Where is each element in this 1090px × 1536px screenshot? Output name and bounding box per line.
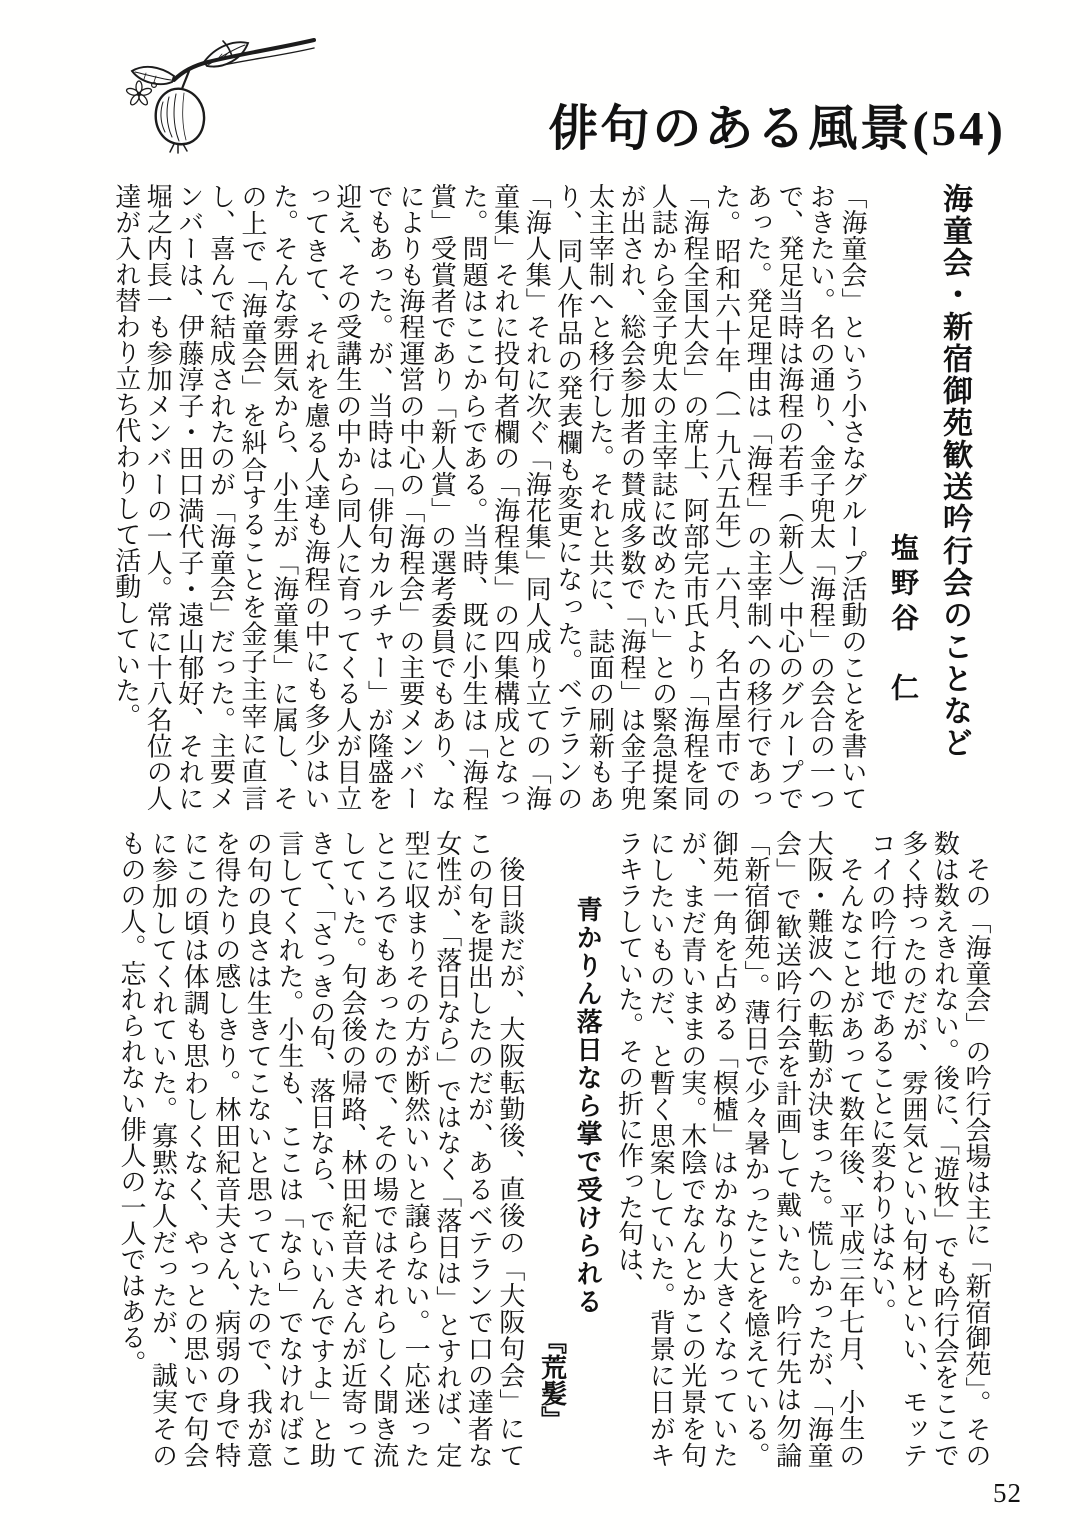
lead-body-text <box>110 183 868 811</box>
page-number: 52 <box>993 1478 1022 1508</box>
haiku-source: 『荒髪』 <box>537 1328 568 1432</box>
paragraph: そんなことがあって数年後、平成三年七月、小生の大阪・難波への転勤が決まった。慌しかったが、「海童会」で歓送吟行会を計画して戴いた。吟行先は勿論「新宿御苑」。薄日で少々暑かったことを憶えている。御苑一角を占める「榠樝」はかなり大きくなっていたが、まだ青いままの実。木陰でなんとかこの光景を句にしたいものだ、と暫く思案していた。背景に日がキラキラしていた。その折に作った句は、 <box>614 830 865 1468</box>
paragraph: 「海童会」という小さなグループ活動のことを書いておきたい。名の通り、金子兜太「海程」の会合の一つで、発足当時は海程の若手（新人）中心のグループであった。発足理由は「海程」の主宰制への移行であった。昭和六十年（一九八五年）六月、名古屋市での「海程全国大会」の席上、阿部完市氏より「海程を同人誌から金子兜太の主宰誌に改めたい」との緊急提案が出され、総会参加者の賛成多数で「海程」は金子兜太主宰制へと移行した。それと共に、誌面の刷新もあり、同人作品の発表欄も変更になった。ベテランの「海人集」それに次ぐ「海花集」同人成り立ての「海童集」それに投句者欄の「海程集」の四集構成となった。問題はここからである。当時、既に小生は「海程賞」受賞者であり「新人賞」の選考委員でもあり、なによりも海程運営の中心の「海程会」の主要メンバーでもあった。が、当時は「俳句カルチャー」が隆盛を迎え、その受講生の中から同人に育ってくる人が目立ってきて、それを慮る人達も海程の中にも多少はいた。そんな雰囲気から、小生が「海童集」に属し、その上で「海童会」を糾合することを金子主宰に直言し、喜んで結成されたのが「海童会」だった。主要メンバーは、伊藤淳子・田口満代子・遠山郁好、それに堀之内長一も参加メンバーの一人。常に十八名位の人達が入れ替わり立ち代わりして活動していた。 <box>111 183 867 812</box>
lower-text-block <box>87 830 992 1468</box>
quince-branch-illustration <box>112 28 317 188</box>
paragraph: 後日談だが、大阪転勤後、直後の「大阪句会」にてこの句を提出したのだが、あるベテランで口の達者な女性が、「落日なら」ではなく「落日は」とすれば、定型に収まりその方が断然いいと譲らない。一応迷ったところでもあったので、その場ではそれらしく聞き流していた。句会後の帰路、林田紀音夫さんが近寄ってきて、「さっきの句、落日なら、でいいんですよ」と助言してくれた。小生も、ここは「なら」でなければこの句の良さは生きてこないと思っていたので、我が意を得たりの感しきり。林田紀音夫さん、病弱の身で特にこの頃は体調も思わしくなく、やっとの思いで句会に参加してくれていた。寡黙な人だったが、誠実そのものの人。忘れられない俳人の一人ではある。 <box>116 830 525 1468</box>
upper-text-block <box>90 183 990 811</box>
author-name: 塩野谷 仁 <box>887 533 918 708</box>
article-title: 海童会・新宿御苑歓送吟行会のことなど <box>938 183 971 759</box>
series-title: 俳句のある風景(54) <box>548 101 1006 156</box>
paragraph: その「海童会」の吟行会場は主に「新宿御苑」。その数は数えきれない。後に、「遊牧」でも吟行会をここで多く持ったのだが、雰囲気といい句材といい、モッテコイの吟行地であることに変わりはない。 <box>867 830 991 1468</box>
haiku-text: 青かりん落日なら掌で受けられる <box>573 896 604 1316</box>
